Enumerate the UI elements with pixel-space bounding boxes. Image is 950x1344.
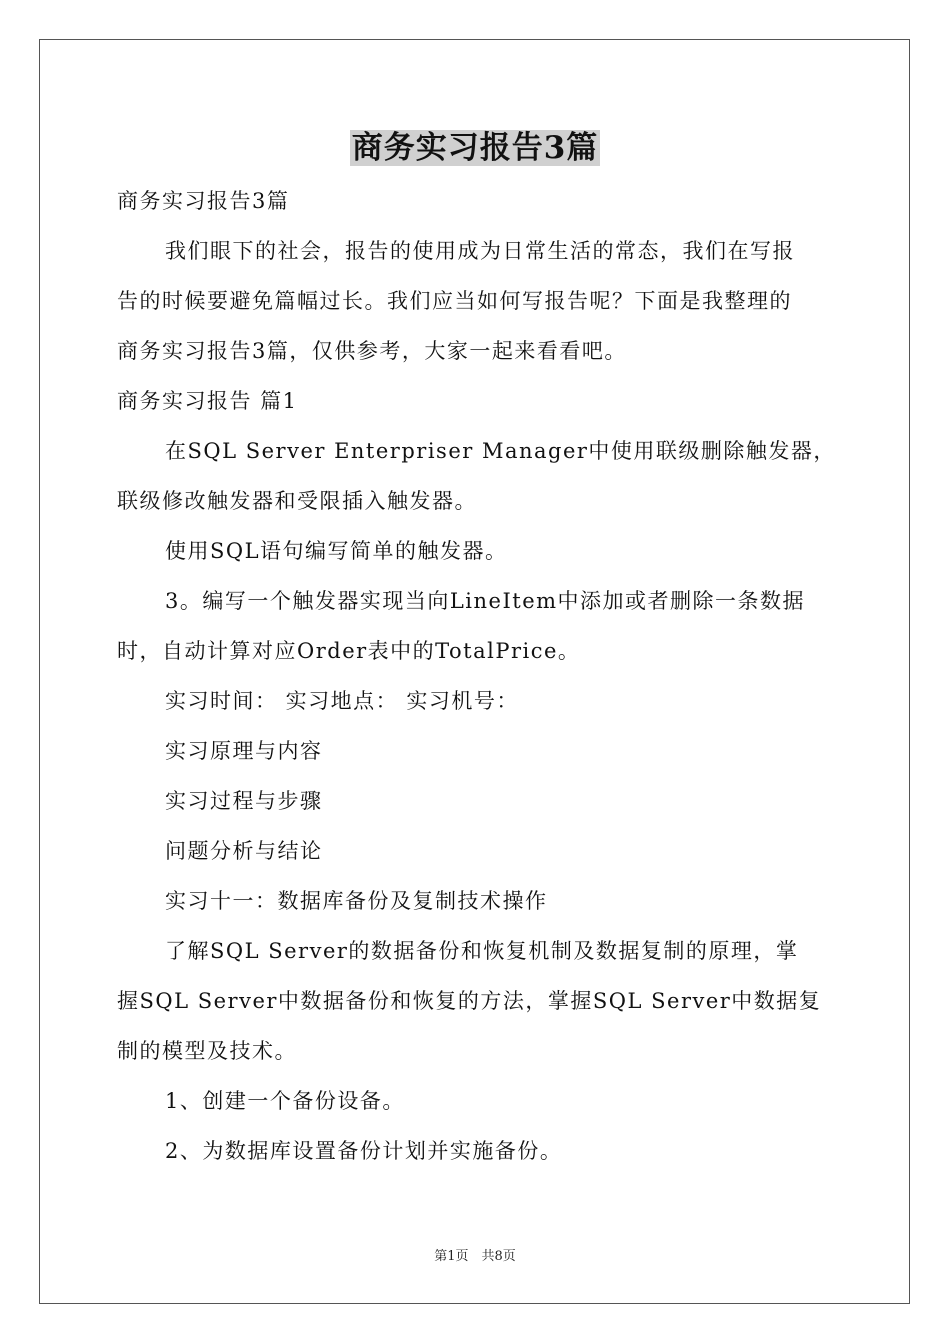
paragraph-line: 实习时间： 实习地点： 实习机号：	[165, 689, 519, 713]
paragraph-line: 实习十一：数据库备份及复制技术操作	[165, 889, 548, 913]
document-title: 商务实习报告3篇	[351, 130, 599, 166]
paragraph-line: 商务实习报告 篇1	[117, 389, 298, 413]
paragraph-line: 商务实习报告3篇	[117, 189, 290, 213]
paragraph-line: 实习过程与步骤	[165, 789, 323, 813]
paragraph-line: 3。编写一个触发器实现当向LineItem中添加或者删除一条数据	[165, 589, 806, 613]
paragraph-line: 制的模型及技术。	[117, 1039, 297, 1063]
paragraph-line: 握SQL Server中数据备份和恢复的方法，掌握SQL Server中数据复	[117, 989, 822, 1013]
paragraph-line: 时，自动计算对应Order表中的TotalPrice。	[117, 639, 581, 663]
paragraph-line: 实习原理与内容	[165, 739, 323, 763]
paragraph-line: 联级修改触发器和受限插入触发器。	[117, 489, 477, 513]
paragraph-line: 问题分析与结论	[165, 839, 323, 863]
paragraph-line: 1、创建一个备份设备。	[165, 1089, 405, 1113]
paragraph-line: 我们眼下的社会，报告的使用成为日常生活的常态，我们在写报	[165, 239, 795, 263]
paragraph-line: 商务实习报告3篇，仅供参考，大家一起来看看吧。	[117, 339, 627, 363]
paragraph-line: 在SQL Server Enterpriser Manager中使用联级删除触发器，	[165, 439, 836, 463]
paragraph-line: 2、为数据库设置备份计划并实施备份。	[165, 1139, 563, 1163]
page-footer: 第1页 共8页	[434, 1249, 516, 1264]
paragraph-line: 了解SQL Server的数据备份和恢复机制及数据复制的原理，掌	[165, 939, 799, 963]
document-title-wrap	[0, 128, 950, 168]
paragraph-line: 告的时候要避免篇幅过长。我们应当如何写报告呢？下面是我整理的	[117, 289, 792, 313]
document-body	[117, 176, 835, 1176]
paragraph-line: 使用SQL语句编写简单的触发器。	[165, 539, 508, 563]
